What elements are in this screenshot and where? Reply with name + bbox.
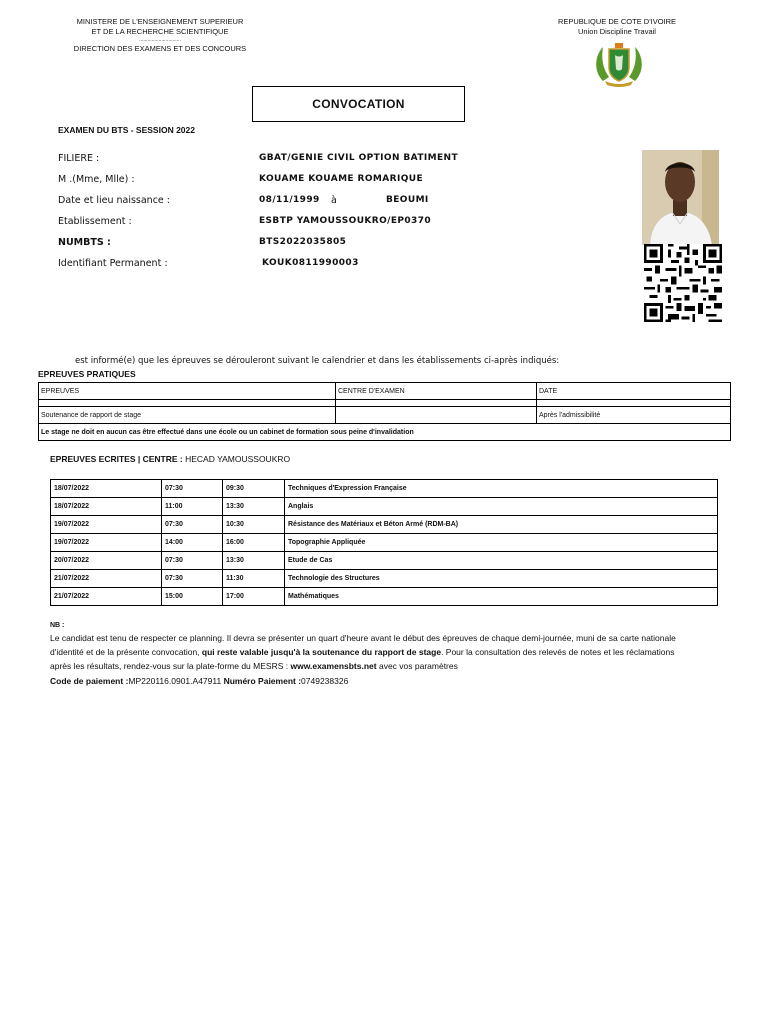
payment-number-label: Numéro Paiement : [221, 675, 302, 686]
exam-date-cell: 20/07/2022 [51, 552, 162, 570]
ministry-line1: MINISTERE DE L'ENSEIGNEMENT SUPERIEUR [76, 17, 244, 26]
exam-date-cell: 19/07/2022 [51, 534, 162, 552]
numbts-value: BTS2022035805 [259, 237, 347, 247]
table-row [51, 498, 718, 516]
payment-code: MP220116.0901.A47911 [128, 675, 222, 686]
republic-header [537, 17, 697, 37]
session-title: EXAMEN DU BTS - SESSION 2022 [58, 125, 195, 135]
nb-section [50, 620, 690, 688]
exam-date-cell: 19/07/2022 [51, 516, 162, 534]
nb-text-2: . Pour la consultation des relevés de notes et les réclamations après les résultats, rendez-vous sur la plate-forme du MESRS : [50, 647, 675, 672]
end-time-cell: 17:00 [223, 588, 285, 606]
subject-cell: Topographie Appliquée [285, 534, 718, 552]
subject-cell: Etude de Cas [285, 552, 718, 570]
payment-code-label: Code de paiement : [50, 675, 129, 686]
end-time-cell: 09:30 [223, 480, 285, 498]
start-time-cell: 11:00 [162, 498, 223, 516]
header-epreuves: EPREUVES [39, 383, 336, 400]
subject-cell: Mathématiques [285, 588, 718, 606]
header-date: DATE [537, 383, 731, 400]
table-row [39, 407, 731, 424]
nb-text-3: avec vos paramètres [376, 661, 458, 672]
inform-text: est informé(e) que les épreuves se dérouleront suivant le calendrier et dans les établissements ci-après indiqués: [75, 356, 560, 366]
date-cell: Après l'admissibilité [537, 407, 731, 424]
filiere-label: FILIERE : [58, 153, 100, 164]
exam-date-cell: 21/07/2022 [51, 588, 162, 606]
table-row [51, 570, 718, 588]
school-label: Etablissement : [58, 216, 132, 227]
name-label: M .(Mme, Mlle) : [58, 174, 135, 185]
nb-text-1: Le candidat est tenu de respecter ce planning. Il devra se présenter un quart d'heure avant le début des épreuves de chaque demi-journée, muni de sa carte nationale d'identité et de la présente convocation, [50, 633, 676, 658]
ministry-line2: ET DE LA RECHERCHE SCIENTIFIQUE [91, 27, 229, 36]
start-time-cell: 07:30 [162, 516, 223, 534]
spacer-cell [336, 400, 537, 407]
qr-code-icon [642, 244, 724, 322]
nb-text-bold: qui reste valable jusqu'à la soutenance du rapport de stage [201, 647, 442, 658]
birth-place: BEOUMI [386, 195, 429, 205]
stage-note: Le stage ne doit en aucun cas être effectué dans une école ou un cabinet de formation sous peine d'invalidation [39, 424, 731, 441]
start-time-cell: 07:30 [162, 570, 223, 588]
nb-site-link[interactable]: www.examensbts.net [290, 661, 377, 672]
end-time-cell: 10:30 [223, 516, 285, 534]
start-time-cell: 07:30 [162, 480, 223, 498]
exam-date-cell: 18/07/2022 [51, 498, 162, 516]
ecrites-centre: HECAD YAMOUSSOUKRO [185, 454, 291, 464]
centre-cell [336, 407, 537, 424]
header-centre: CENTRE D'EXAMEN [336, 383, 537, 400]
birth-separator: à [331, 195, 337, 206]
birth-date: 08/11/1999 [259, 195, 320, 205]
subject-cell: Résistance des Matériaux et Béton Armé (RDM-BA) [285, 516, 718, 534]
nb-paragraph [50, 631, 690, 674]
ministry-header [40, 17, 280, 54]
end-time-cell: 13:30 [223, 498, 285, 516]
table-row [51, 480, 718, 498]
table-row [51, 588, 718, 606]
pratiques-table [38, 382, 731, 441]
table-header-row [39, 383, 731, 400]
exam-date-cell: 21/07/2022 [51, 570, 162, 588]
school-value: ESBTP YAMOUSSOUKRO/EP0370 [259, 216, 432, 226]
table-spacer-row [39, 400, 731, 407]
convocation-title: CONVOCATION [252, 86, 465, 122]
id-value: KOUK0811990003 [262, 258, 359, 268]
payment-number: 0749238326 [301, 675, 349, 686]
pratiques-title: EPREUVES PRATIQUES [38, 369, 136, 379]
id-label: Identifiant Permanent : [58, 258, 168, 269]
nb-label: NB : [50, 622, 65, 629]
end-time-cell: 13:30 [223, 552, 285, 570]
end-time-cell: 16:00 [223, 534, 285, 552]
republic-motto: Union Discipline Travail [578, 27, 656, 36]
subject-cell: Techniques d'Expression Française [285, 480, 718, 498]
exam-date-cell: 18/07/2022 [51, 480, 162, 498]
payment-line [50, 674, 690, 688]
ministry-separator: .............................. [139, 37, 181, 43]
start-time-cell: 14:00 [162, 534, 223, 552]
republic-name: REPUBLIQUE DE COTE D'IVOIRE [557, 17, 677, 26]
start-time-cell: 15:00 [162, 588, 223, 606]
epreuve-cell: Soutenance de rapport de stage [39, 407, 336, 424]
birth-label: Date et lieu naissance : [58, 195, 170, 206]
table-row [51, 552, 718, 570]
numbts-label: NUMBTS : [58, 237, 111, 248]
ecrites-table [50, 479, 718, 606]
end-time-cell: 11:30 [223, 570, 285, 588]
direction-name: DIRECTION DES EXAMENS ET DES CONCOURS [73, 44, 247, 53]
start-time-cell: 07:30 [162, 552, 223, 570]
table-row [51, 534, 718, 552]
coat-of-arms-icon [591, 41, 647, 87]
subject-cell: Technologie des Structures [285, 570, 718, 588]
subject-cell: Anglais [285, 498, 718, 516]
note-row [39, 424, 731, 441]
filiere-value: GBAT/GENIE CIVIL OPTION BATIMENT [259, 153, 459, 163]
ecrites-title-label: EPREUVES ECRITES | CENTRE : [50, 454, 183, 464]
candidate-photo [642, 150, 719, 245]
name-value: KOUAME KOUAME ROMARIQUE [259, 174, 423, 184]
ecrites-title [50, 454, 290, 464]
spacer-cell [39, 400, 336, 407]
spacer-cell [537, 400, 731, 407]
table-row [51, 516, 718, 534]
